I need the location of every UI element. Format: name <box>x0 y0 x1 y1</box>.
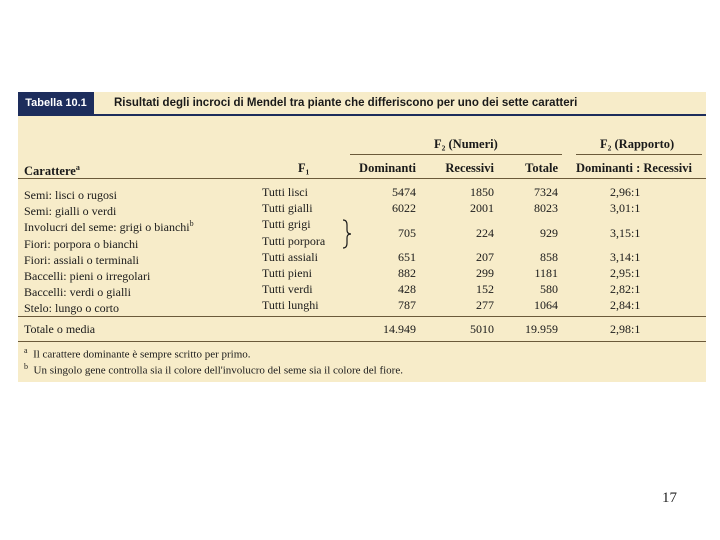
cell-total: 1181 <box>534 266 558 280</box>
cell-total: 7324 <box>534 185 558 199</box>
totals-label: Totale o media <box>24 322 96 336</box>
footnote-rule <box>18 341 706 342</box>
cell-dominant: 705 <box>398 225 416 240</box>
cell-character: Semi: lisci o rugosi <box>24 188 117 202</box>
cell-recessive: 277 <box>476 298 494 313</box>
cell-f1: Tutti grigi <box>262 217 311 232</box>
cell-recessive: 299 <box>476 266 494 280</box>
cell-total: 580 <box>540 282 558 297</box>
cell-dominant: 5474 <box>392 185 416 199</box>
cell-f1: Tutti pieni <box>262 266 312 280</box>
table-tag: Tabella 10.1 <box>18 92 94 114</box>
totals-recessive: 5010 <box>470 322 494 336</box>
column-header-character: Carattere$^a$ <box>24 163 80 179</box>
footnote-b: $^b$ Un singolo gene controlla sia il colore dell'involucro del seme sia il colore del fiore. <box>24 362 403 377</box>
cell-recessive: 2001 <box>470 201 494 216</box>
cell-f1: Tutti lunghi <box>262 298 319 313</box>
column-header-recessive: Recessivi <box>445 161 494 175</box>
group-header-f2-numbers: F₂ (Numeri) <box>434 137 498 151</box>
cell-character: Baccelli: verdi o gialli <box>24 285 131 300</box>
cell-total: 1064 <box>534 298 558 313</box>
table-title: Risultati degli incroci di Mendel tra piante che differiscono per uno dei sette caratteri <box>114 97 578 109</box>
cell-recessive: 207 <box>476 249 494 264</box>
cell-character: Semi: gialli o verdi <box>24 204 117 219</box>
cell-ratio: 2,84:1 <box>610 298 641 313</box>
column-header-dominant: Dominanti <box>359 161 416 175</box>
cell-ratio: 3,14:1 <box>610 249 641 264</box>
cell-ratio: 2,82:1 <box>610 282 641 297</box>
mendel-results-table <box>18 92 706 382</box>
cell-dominant: 651 <box>398 249 416 264</box>
footnote-a: $^a$ Il carattere dominante è sempre scritto per primo. <box>24 346 251 361</box>
header-rule <box>18 178 706 179</box>
totals-dominant: 14.949 <box>383 322 416 336</box>
cell-character: Fiori: assiali o terminali <box>24 252 139 267</box>
cell-ratio: 3,15:1 <box>610 225 641 240</box>
cell-character: Involucri del seme: grigi o bianchi$^b$ <box>24 219 194 235</box>
group-header-f2-ratio: F₂ (Rapporto) <box>600 137 675 151</box>
title-rule <box>18 114 706 116</box>
totals-total: 19.959 <box>525 322 558 336</box>
column-header-f1: F₁ <box>298 161 310 175</box>
group-brace-icon <box>341 219 355 249</box>
cell-dominant: 428 <box>398 282 416 297</box>
cell-recessive: 224 <box>476 225 494 240</box>
cell-recessive: 1850 <box>470 185 494 199</box>
page-number: 17 <box>662 490 677 506</box>
cell-total: 929 <box>540 225 558 240</box>
totals-ratio: 2,98:1 <box>610 322 641 336</box>
cell-recessive: 152 <box>476 282 494 297</box>
column-header-total: Totale <box>525 161 558 175</box>
totals-rule <box>18 316 706 317</box>
group-rule-ratio <box>576 154 702 155</box>
cell-character: Baccelli: pieni o irregolari <box>24 269 151 283</box>
cell-f1: Tutti assiali <box>262 249 318 264</box>
cell-ratio: 2,96:1 <box>610 185 641 199</box>
cell-f1: Tutti porpora <box>262 233 326 248</box>
cell-dominant: 6022 <box>392 201 416 216</box>
cell-dominant: 787 <box>398 298 416 313</box>
cell-dominant: 882 <box>398 266 416 280</box>
table-title-bar <box>18 92 706 114</box>
cell-f1: Tutti verdi <box>262 282 313 297</box>
cell-character: Fiori: porpora o bianchi <box>24 236 139 251</box>
group-rule-numbers <box>350 154 562 155</box>
column-header-ratio: Dominanti : Recessivi <box>576 161 692 175</box>
cell-ratio: 2,95:1 <box>610 266 641 280</box>
cell-ratio: 3,01:1 <box>610 201 641 216</box>
cell-f1: Tutti gialli <box>262 201 313 216</box>
cell-f1: Tutti lisci <box>262 185 308 199</box>
cell-total: 8023 <box>534 201 558 216</box>
cell-total: 858 <box>540 249 558 264</box>
cell-character: Stelo: lungo o corto <box>24 301 119 316</box>
